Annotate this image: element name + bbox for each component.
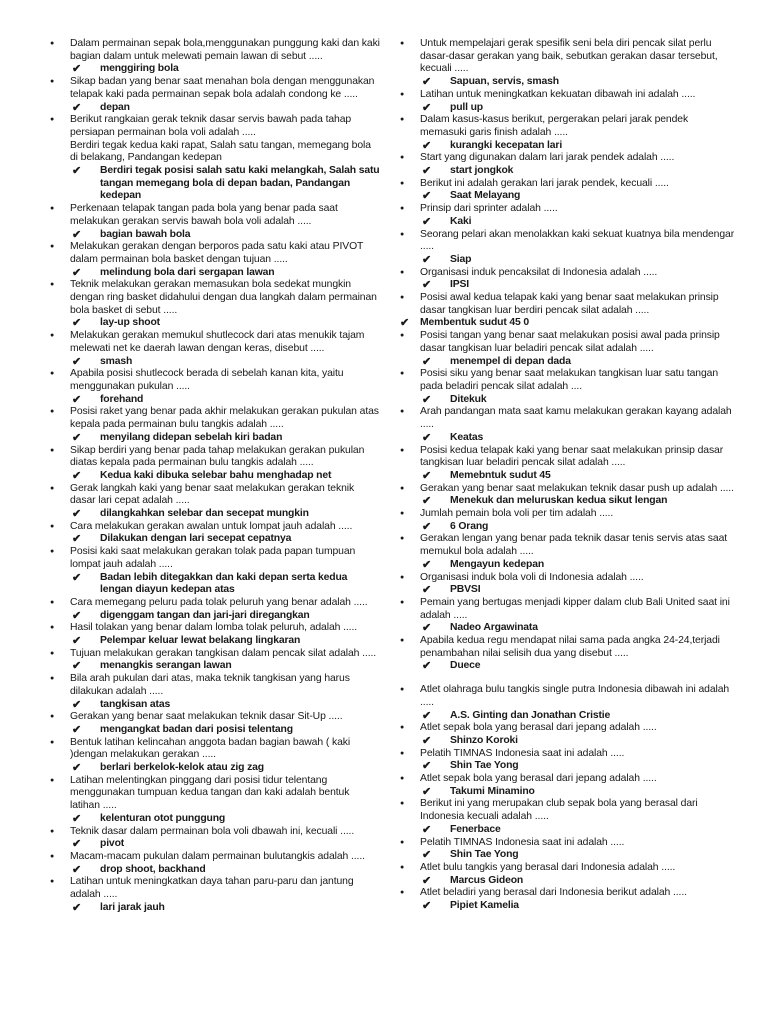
question-item	[400, 773, 735, 786]
answer-item	[50, 165, 380, 203]
answer-text: lari jarak jauh	[100, 901, 165, 913]
answer-text: depan	[100, 101, 130, 113]
question-text: ● Pelatih TIMNAS Indonesia saat ini adalah .....	[420, 747, 625, 759]
question-text: ● Sikap badan yang benar saat menahan bola dengan menggunakan telapak kaki pada permainan sepak bola adalah condong ke .....	[70, 76, 375, 100]
question-text: ● Atlet bulu tangkis yang berasal dari Indonesia adalah .....	[420, 862, 676, 873]
question-item	[400, 203, 735, 216]
check-icon: ✔	[422, 709, 432, 722]
answer-text: kelenturan otot punggung	[100, 812, 226, 824]
check-icon: ✔	[422, 760, 432, 773]
check-icon: ✔	[72, 698, 82, 711]
question-item	[400, 368, 735, 393]
question-text: ● Pemain yang bertugas menjadi kipper dalam club Bali United saat ini adalah .....	[420, 596, 730, 621]
question-text: ● Atlet sepak bola yang berasal dari jepang adalah .....	[420, 722, 657, 734]
question-item	[50, 876, 380, 901]
question-item	[50, 203, 380, 228]
check-icon: ✔	[422, 495, 432, 508]
question-text: ● Latihan melentingkan pinggang dari posisi tidur telentang menggunakan tumpuan kedua tangan dan kaki adalah bentuk latihan .....	[70, 774, 350, 812]
check-icon: ✔	[422, 253, 432, 266]
question-item	[400, 597, 735, 622]
question-item	[50, 851, 380, 864]
question-text: ● Teknik dasar dalam permainan bola voli dbawah ini, kecuali .....	[70, 825, 355, 837]
check-icon: ✔	[422, 900, 432, 913]
check-icon: ✔	[72, 317, 82, 330]
answer-text: pivot	[100, 838, 125, 850]
check-icon: ✔	[72, 901, 82, 914]
answer-item	[50, 229, 380, 242]
question-text: ● Arah pandangan mata saat kamu melakukan gerakan kayang adalah .....	[420, 406, 732, 431]
right-column	[400, 38, 735, 913]
check-icon: ✔	[72, 609, 82, 622]
question-item	[50, 673, 380, 698]
question-item	[400, 406, 735, 431]
answer-text: digenggam tangan dan jari-jari diregangkan	[100, 609, 310, 621]
question-text: ● Start yang digunakan dalam lari jarak pendek adalah .....	[420, 152, 675, 164]
question-text: ● Perkenaan telapak tangan pada bola yang benar pada saat melakukan gerakan servis bawah bola voli adalah .....	[70, 203, 338, 227]
check-icon: ✔	[72, 660, 82, 673]
check-icon: ✔	[72, 355, 82, 368]
check-icon: ✔	[400, 317, 410, 330]
question-item	[400, 748, 735, 761]
question-text: ● Bentuk latihan kelincahan anggota badan bagian bawah ( kaki )dengan melakukan gerakan .....	[70, 736, 351, 761]
question-item	[400, 89, 735, 102]
spacer	[400, 673, 735, 684]
question-text: ● Melakukan gerakan dengan berporos pada satu kaki atau PIVOT dalam permainan bola basket dengan tujuan .....	[70, 241, 364, 265]
check-icon: ✔	[422, 734, 432, 747]
answer-item	[50, 533, 380, 546]
answer-item	[400, 521, 735, 534]
question-item	[400, 483, 735, 496]
answer-text: Fenerbace	[450, 823, 501, 835]
answer-item	[400, 786, 735, 799]
answer-item	[400, 190, 735, 203]
question-item	[50, 114, 380, 165]
question-item	[400, 292, 735, 317]
question-item	[400, 330, 735, 355]
answer-text: Kedua kaki dibuka selebar bahu menghadap net	[100, 469, 332, 481]
answer-text: dilangkahkan selebar dan secepat mungkin	[100, 508, 309, 520]
answer-text: Dilakukan dengan lari secepat cepatnya	[100, 533, 292, 545]
answer-item	[50, 508, 380, 521]
answer-item	[50, 102, 380, 115]
answer-item	[400, 394, 735, 407]
check-icon: ✔	[422, 279, 432, 292]
question-item	[50, 279, 380, 317]
check-icon: ✔	[72, 812, 82, 825]
answer-item	[50, 813, 380, 826]
question-text: ● Sikap berdiri yang benar pada tahap melakukan gerakan pukulan diatas kepala pada permainan bulu tangkis adalah .....	[70, 444, 365, 469]
answer-item	[400, 76, 735, 89]
answer-text: Shin Tae Yong	[450, 849, 519, 861]
answer-text: melindung bola dari sergapan lawan	[100, 266, 275, 278]
answer-text: Membentuk sudut 45 0	[420, 317, 530, 329]
question-item	[50, 737, 380, 762]
answer-text: Ditekuk	[450, 393, 487, 405]
question-text: ● Posisi awal kedua telapak kaki yang benar saat melakukan prinsip dasar tangkisan luar berdiri pencak silat adalah .....	[420, 292, 719, 316]
question-text: ● Seorang pelari akan menolakkan kaki sekuat kuatnya bila mendengar .....	[420, 228, 735, 253]
question-text: ● Gerak langkah kaki yang benar saat melakukan gerakan teknik dasar lari cepat adalah .....	[70, 482, 355, 507]
question-text: ● Bila arah pukulan dari atas, maka teknik tangkisan yang harus dilakukan adalah .....	[70, 673, 350, 697]
question-item	[50, 775, 380, 813]
check-icon: ✔	[422, 558, 432, 571]
answer-text: Badan lebih ditegakkan dan kaki depan serta kedua lengan diayun kedepan atas	[100, 571, 348, 596]
answer-text: IPSI	[450, 279, 470, 291]
answer-item	[50, 470, 380, 483]
question-text: ● Atlet sepak bola yang berasal dari jepang adalah .....	[420, 773, 657, 785]
check-icon: ✔	[422, 431, 432, 444]
question-item	[400, 508, 735, 521]
question-item	[400, 178, 735, 191]
answer-text: forehand	[100, 393, 144, 405]
answer-text: smash	[100, 355, 133, 367]
answer-item	[50, 762, 380, 775]
question-item	[400, 229, 735, 254]
question-item	[50, 826, 380, 839]
check-icon: ✔	[422, 469, 432, 482]
check-icon: ✔	[72, 571, 82, 584]
answer-text: lay-up shoot	[100, 317, 160, 329]
question-item	[50, 445, 380, 470]
question-item	[50, 406, 380, 431]
answer-item	[400, 584, 735, 597]
check-icon: ✔	[72, 838, 82, 851]
check-icon: ✔	[72, 723, 82, 736]
answer-item	[50, 660, 380, 673]
answer-text: Nadeo Argawinata	[450, 622, 538, 634]
question-item	[50, 38, 380, 63]
answer-item	[50, 699, 380, 712]
answer-item	[50, 63, 380, 76]
check-icon: ✔	[422, 139, 432, 152]
answer-item	[400, 470, 735, 483]
answer-text: start jongkok	[450, 165, 514, 177]
check-icon: ✔	[422, 355, 432, 368]
answer-item	[400, 317, 735, 330]
check-icon: ✔	[72, 533, 82, 546]
question-text: ● Atlet olahraga bulu tangkis single putra Indonesia dibawah ini adalah .....	[420, 684, 730, 708]
check-icon: ✔	[72, 635, 82, 648]
question-text: ● Latihan untuk meningkatkan kekuatan dibawah ini adalah .....	[420, 88, 696, 100]
answer-text: Pipiet Kamelia	[450, 900, 519, 912]
question-text: ● Hasil tolakan yang benar dalam lomba tolak peluruh, adalah .....	[70, 622, 358, 634]
question-text: ● Posisi raket yang benar pada akhir melakukan gerakan pukulan atas kepala pada permainan bulu tangkis adalah .....	[70, 406, 379, 431]
question-text: ● Dalam permainan sepak bola,menggunakan punggung kaki dan kaki bagian dalam untuk melewati pemain lawan di sebut .....	[70, 38, 380, 62]
answer-text: pull up	[450, 101, 483, 113]
check-icon: ✔	[72, 63, 82, 76]
question-item	[50, 330, 380, 355]
question-item	[50, 521, 380, 534]
question-item	[50, 241, 380, 266]
answer-text: Berdiri tegak posisi salah satu kaki melangkah, Salah satu tangan memegang bola di depan badan, Pandangan kedepan	[100, 165, 380, 202]
question-item	[50, 546, 380, 571]
question-item	[400, 114, 735, 139]
answer-item	[400, 216, 735, 229]
answer-item	[400, 735, 735, 748]
question-text: ● Atlet beladiri yang berasal dari Indonesia berikut adalah .....	[420, 887, 687, 899]
question-text: ● Dalam kasus-kasus berikut, pergerakan pelari jarak pendek memasuki garis finish adalah .....	[420, 114, 689, 138]
question-text: ● Posisi kaki saat melakukan gerakan tolak pada papan tumpuan lompat jauh adalah .....	[70, 546, 356, 570]
answer-item	[50, 267, 380, 280]
answer-item	[400, 824, 735, 837]
answer-item	[400, 495, 735, 508]
question-text: ● Apabila posisi shutlecock berada di sebelah kanan kita, yaitu menggunakan pukulan .....	[70, 368, 344, 392]
question-item	[50, 622, 380, 635]
check-icon: ✔	[422, 823, 432, 836]
answer-item	[50, 394, 380, 407]
answer-item	[50, 572, 380, 597]
question-text: ● Posisi siku yang benar saat melakukan tangkisan luar satu tangan pada beladiri pencak silat adalah ....	[420, 368, 718, 392]
question-text: ● Berikut rangkaian gerak teknik dasar servis bawah pada tahap persiapan permainan bola voli adalah .....	[70, 114, 352, 138]
question-text: ● Berikut ini adalah gerakan lari jarak pendek, kecuali .....	[420, 177, 669, 189]
question-text: ● Cara memegang peluru pada tolak peluruh yang benar adalah .....	[70, 596, 368, 608]
answer-text: menggiring bola	[100, 63, 179, 75]
question-text: ● Cara melakukan gerakan awalan untuk lompat jauh adalah .....	[70, 520, 353, 532]
answer-text: tangkisan atas	[100, 698, 171, 710]
question-text: ● Tujuan melakukan gerakan tangkisan dalam pencak silat adalah .....	[70, 647, 377, 659]
check-icon: ✔	[422, 849, 432, 862]
answer-text: Memebntuk sudut 45	[450, 469, 551, 481]
answer-item	[50, 356, 380, 369]
check-icon: ✔	[72, 228, 82, 241]
question-text: ● Latihan untuk meningkatkan daya tahan paru-paru dan jantung adalah .....	[70, 876, 354, 901]
question-item	[50, 76, 380, 101]
check-icon: ✔	[422, 101, 432, 114]
check-icon: ✔	[72, 508, 82, 521]
answer-item	[400, 254, 735, 267]
question-item	[400, 887, 735, 900]
question-item	[400, 445, 735, 470]
answer-item	[400, 279, 735, 292]
question-text: ● Posisi kedua telapak kaki yang benar saat melakukan prinsip dasar tangkisan luar beladiri pencak silat adalah .....	[420, 444, 724, 469]
answer-text: Sapuan, servis, smash	[450, 76, 559, 88]
question-item	[400, 38, 735, 76]
answer-item	[400, 165, 735, 178]
answer-item	[400, 102, 735, 115]
answer-text: Saat Melayang	[450, 190, 521, 202]
question-text: ● Pelatih TIMNAS Indonesia saat ini adalah .....	[420, 836, 625, 848]
answer-text: Kaki	[450, 215, 472, 227]
answer-item	[50, 610, 380, 623]
answer-item	[400, 710, 735, 723]
check-icon: ✔	[422, 165, 432, 178]
check-icon: ✔	[422, 520, 432, 533]
check-icon: ✔	[422, 622, 432, 635]
answer-text: bagian bawah bola	[100, 228, 191, 240]
answer-text: Mengayun kedepan	[450, 558, 545, 570]
answer-text: Pelempar keluar lewat belakang lingkaran	[100, 635, 301, 647]
question-text: ● Gerakan lengan yang benar pada teknik dasar tenis servis atas saat memukul bola adalah .....	[420, 533, 728, 558]
answer-item	[400, 849, 735, 862]
question-item	[50, 483, 380, 508]
question-item	[400, 684, 735, 709]
question-text: ● Gerakan yang benar saat melakukan teknik dasar Sit-Up .....	[70, 711, 343, 723]
answer-text: menangkis serangan lawan	[100, 660, 232, 672]
check-icon: ✔	[422, 584, 432, 597]
question-item	[400, 837, 735, 850]
answer-text: 6 Orang	[450, 520, 489, 532]
question-text: ● Gerakan yang benar saat melakukan teknik dasar push up adalah .....	[420, 482, 734, 494]
answer-item	[50, 902, 380, 915]
answer-text: menyilang didepan sebelah kiri badan	[100, 431, 283, 443]
question-item	[400, 635, 735, 660]
answer-text: Duece	[450, 660, 481, 672]
answer-item	[400, 432, 735, 445]
question-text: ● Teknik melakukan gerakan memasukan bola sedekat mungkin dengan ring basket didahului dengan dua langkah dalam permainan bola basket di sebut .....	[70, 279, 377, 316]
answer-item	[400, 900, 735, 913]
question-item	[400, 862, 735, 875]
question-text: ● Melakukan gerakan memukul shutlecock dari atas menukik tajam melewati net ke daerah lawan dengan keras, disebut .....	[70, 330, 365, 354]
check-icon: ✔	[72, 431, 82, 444]
check-icon: ✔	[422, 660, 432, 673]
answer-text: drop shoot, backhand	[100, 863, 206, 875]
check-icon: ✔	[72, 165, 82, 178]
check-icon: ✔	[72, 266, 82, 279]
check-icon: ✔	[72, 393, 82, 406]
check-icon: ✔	[72, 469, 82, 482]
question-item	[400, 152, 735, 165]
check-icon: ✔	[422, 190, 432, 203]
answer-item	[50, 864, 380, 877]
answer-text: PBVSI	[450, 584, 481, 596]
question-text: ● Posisi tangan yang benar saat melakukan posisi awal pada prinsip dasar tangkisan luar beladiri pencak silat adalah .....	[420, 330, 720, 354]
question-text: ● Berikut ini yang merupakan club sepak bola yang berasal dari Indonesia kecuali adalah .....	[420, 798, 698, 823]
check-icon: ✔	[422, 393, 432, 406]
answer-item	[50, 635, 380, 648]
check-icon: ✔	[422, 785, 432, 798]
check-icon: ✔	[422, 215, 432, 228]
check-icon: ✔	[72, 863, 82, 876]
question-text: ● Organisasi induk pencaksilat di Indonesia adalah .....	[420, 266, 658, 278]
answer-item	[400, 760, 735, 773]
answer-text: Shinzo Koroki	[450, 734, 518, 746]
answer-text: berlari berkelok-kelok atau zig zag	[100, 762, 264, 774]
answer-text: kurangki kecepatan lari	[450, 139, 563, 151]
answer-item	[50, 724, 380, 737]
answer-text: Menekuk dan meluruskan kedua sikut lengan	[450, 495, 668, 507]
question-item	[50, 368, 380, 393]
question-item	[400, 572, 735, 585]
question-text: ● Apabila kedua regu mendapat nilai sama pada angka 24-24,terjadi penambahan nilai selisih dua yang disebut .....	[420, 635, 720, 659]
question-item	[50, 648, 380, 661]
answer-text: menempel di depan dada	[450, 355, 571, 367]
answer-text: Shin Tae Yong	[450, 760, 519, 772]
answer-text: Keatas	[450, 431, 484, 443]
answer-item	[400, 140, 735, 153]
question-text: ● Prinsip dari sprinter adalah .....	[420, 203, 558, 215]
answer-text: Siap	[450, 253, 472, 265]
question-item	[50, 597, 380, 610]
question-text: ● Organisasi induk bola voli di Indonesia adalah .....	[420, 571, 644, 583]
check-icon: ✔	[422, 874, 432, 887]
answer-item	[50, 432, 380, 445]
question-text: ● Untuk mempelajari gerak spesifik seni bela diri pencak silat perlu dasar-dasar gerakan yang baik, sebutkan gerakan dasar tersebut, kecuali .....	[420, 38, 718, 75]
question-item	[400, 722, 735, 735]
question-extra-text: Berdiri tegak kedua kaki rapat, Salah satu tangan, memegang bola di belakang, Pandangan kedepan	[70, 139, 371, 164]
answer-item	[400, 622, 735, 635]
question-text: ● Macam-macam pukulan dalam permainan bulutangkis adalah .....	[70, 851, 365, 862]
check-icon: ✔	[72, 101, 82, 114]
answer-item	[400, 660, 735, 673]
check-icon: ✔	[72, 762, 82, 775]
answer-text: mengangkat badan dari posisi telentang	[100, 723, 293, 735]
question-item	[400, 267, 735, 280]
question-text: ● Jumlah pemain bola voli per tim adalah .....	[420, 508, 614, 520]
answer-text: Marcus Gideon	[450, 874, 524, 886]
check-icon: ✔	[422, 76, 432, 89]
answer-item	[50, 838, 380, 851]
answer-item	[400, 356, 735, 369]
question-item	[400, 798, 735, 823]
answer-item	[50, 317, 380, 330]
answer-text: Takumi Minamino	[450, 785, 535, 797]
answer-item	[400, 559, 735, 572]
left-column	[50, 38, 380, 915]
question-item	[400, 533, 735, 558]
answer-item	[400, 875, 735, 888]
question-item	[50, 711, 380, 724]
answer-text: A.S. Ginting dan Jonathan Cristie	[450, 709, 611, 721]
